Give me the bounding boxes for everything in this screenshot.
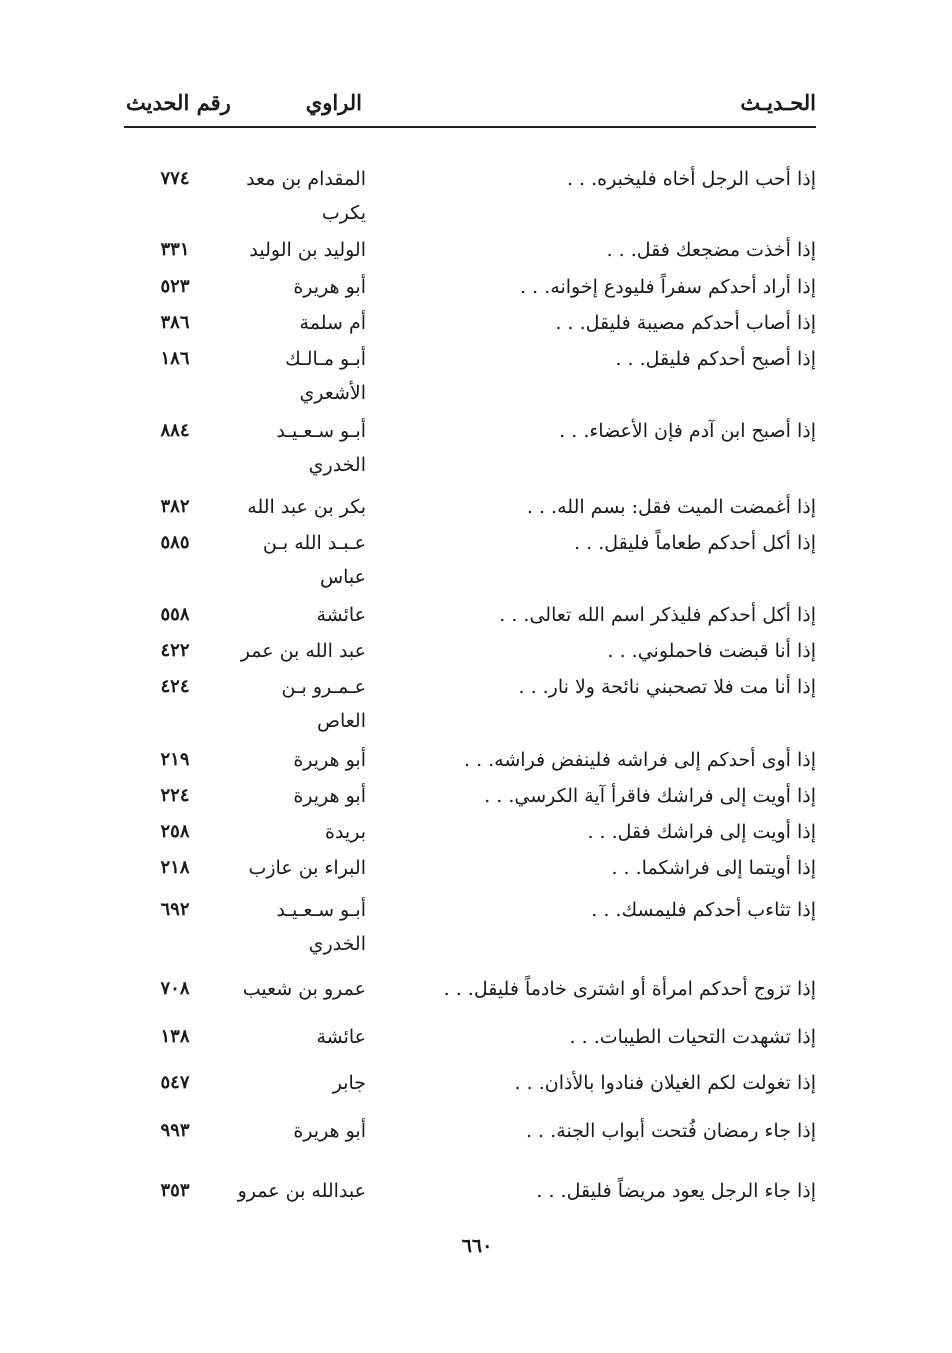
narrator: عمرو بن شعيب [242, 978, 366, 1000]
hadith-number: ٥٢٣ [160, 276, 190, 297]
hadith-number: ٤٢٢ [160, 640, 190, 661]
narrator: عبدالله بن عمرو [237, 1180, 366, 1202]
narrator: أبـو سـعـيـد الخدري [276, 420, 366, 476]
hadith-text: إذا جاء الرجل يعود مريضاً فليقل. . . [536, 1180, 816, 1202]
hadith-number: ٢١٨ [160, 857, 190, 878]
hadith-number: ٢٥٨ [160, 821, 190, 842]
hadith-number: ٣٥٣ [160, 1180, 190, 1201]
narrator: عائشة [316, 1026, 366, 1048]
hadith-text: إذا أنا مت فلا تصحبني نائحة ولا نار. . . [518, 676, 816, 698]
hadith-number: ١٨٦ [160, 348, 190, 369]
hadith-text: إذا أصاب أحدكم مصيبة فليقل. . . [555, 312, 816, 334]
hadith-number: ٥٥٨ [160, 604, 190, 625]
hadith-text: إذا تزوج أحدكم امرأة أو اشترى خادماً فليقل. . . [443, 978, 816, 1000]
hadith-number: ٢٢٤ [160, 785, 190, 806]
hadith-number: ٥٤٧ [160, 1072, 190, 1093]
hadith-text: إذا أويتما إلى فراشكما. . . [611, 857, 816, 879]
hadith-number: ٦٩٢ [160, 899, 190, 920]
page-number: ٦٦٠ [461, 1235, 493, 1257]
hadith-number: ٣٨٦ [160, 312, 190, 333]
hadith-text: إذا أكل أحدكم فليذكر اسم الله تعالى. . . [499, 604, 816, 626]
hadith-text: إذا أوى أحدكم إلى فراشه فلينفض فراشه. . . [463, 749, 816, 771]
hadith-number: ٢١٩ [160, 749, 190, 770]
narrator: عبد الله بن عمر [240, 640, 366, 662]
narrator: أبو هريرة [293, 1120, 366, 1142]
narrator: أبو هريرة [293, 785, 366, 807]
hadith-number: ٨٨٤ [160, 420, 190, 441]
narrator: عـبـد الله بـن عباس [262, 532, 366, 588]
hadith-number: ٧٧٤ [160, 168, 190, 189]
hadith-text: إذا جاء رمضان فُتحت أبواب الجنة. . . [526, 1120, 816, 1142]
hadith-text: إذا أويت إلى فراشك فاقرأ آية الكرسي. . . [484, 785, 816, 807]
narrator: بكر بن عبد الله [247, 496, 366, 518]
hadith-text: إذا أغمضت الميت فقل: بسم الله. . . [526, 496, 816, 518]
narrator: أم سلمة [299, 312, 366, 334]
narrator: الوليد بن الوليد [249, 239, 366, 261]
hadith-text: إذا تغولت لكم الغيلان فنادوا بالأذان. . . [514, 1072, 816, 1094]
hadith-number: ٥٨٥ [160, 532, 190, 553]
hadith-number: ١٣٨ [160, 1026, 190, 1047]
hadith-number: ٩٩٣ [160, 1120, 190, 1141]
hadith-text: إذا أخذت مضجعك فقل. . . [606, 239, 816, 261]
hadith-text: إذا أراد أحدكم سفراً فليودع إخوانه. . . [520, 276, 816, 298]
hadith-number: ٣٣١ [160, 239, 190, 260]
header-narrator: الراوي [305, 90, 362, 115]
narrator: عـمـرو بـن العاص [281, 676, 366, 732]
hadith-text: إذا أصبح أحدكم فليقل. . . [615, 348, 816, 370]
narrator: بريدة [325, 821, 366, 843]
hadith-text: إذا أصبح ابن آدم فإن الأعضاء. . . [559, 420, 816, 442]
hadith-number: ٧٠٨ [160, 978, 190, 999]
hadith-number: ٣٨٢ [160, 496, 190, 517]
hadith-number: ٤٢٤ [160, 676, 190, 697]
hadith-text: إذا أكل أحدكم طعاماً فليقل. . . [574, 532, 816, 554]
narrator: أبو هريرة [293, 276, 366, 298]
narrator: المقدام بن معد يكرب [246, 168, 366, 224]
header-hadith: الحـديـث [740, 90, 816, 115]
hadith-text: إذا تشهدت التحيات الطيبات. . . [569, 1026, 816, 1048]
narrator: أبـو سـعـيـد الخدري [276, 899, 366, 955]
narrator: أبو هريرة [293, 749, 366, 771]
narrator: البراء بن عازب [248, 857, 366, 879]
narrator: عائشة [316, 604, 366, 626]
narrator: جابر [332, 1072, 366, 1094]
hadith-text: إذا أنا قبضت فاحملوني. . . [607, 640, 816, 662]
hadith-text: إذا أويت إلى فراشك فقل. . . [587, 821, 816, 843]
narrator: أبـو مـالـك الأشعري [285, 348, 366, 404]
header-hadith-number: رقم الحديث [126, 90, 231, 115]
hadith-text: إذا تثاءب أحدكم فليمسك. . . [591, 899, 816, 921]
hadith-text: إذا أحب الرجل أخاه فليخبره. . . [566, 168, 816, 190]
table-header [124, 86, 816, 128]
